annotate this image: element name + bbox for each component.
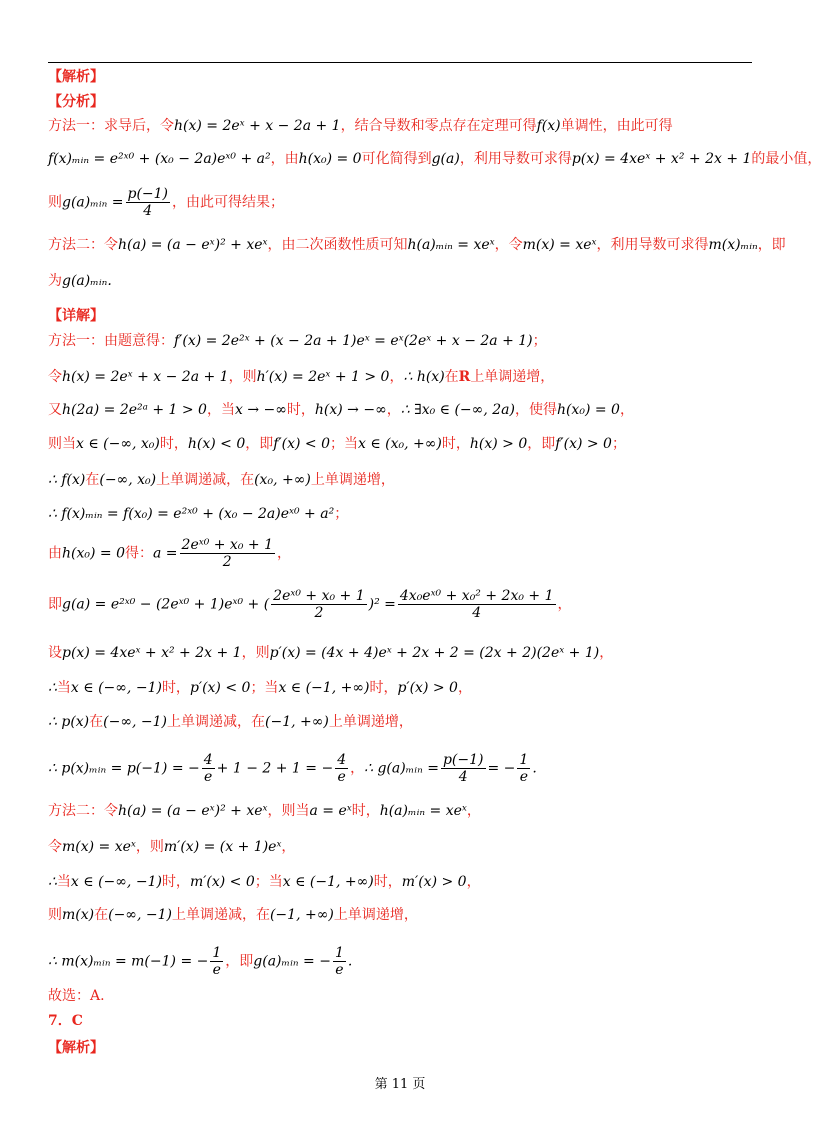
text: . [347,953,353,970]
math: ∴ g(a)ₘᵢₙ = [364,760,439,777]
math: a = eˣ [309,803,352,819]
text: ； [611,436,626,452]
text: ，利用导数可求得 [596,237,709,253]
text: . [107,273,112,289]
math: f′(x) = 2e²ˣ + (x − 2a + 1)eˣ = eˣ(2eˣ + x − 2a + 1) [174,333,533,349]
text: ， [276,545,291,562]
method2-line-3 [48,873,481,891]
math: h(x₀) = 0 [62,545,125,562]
math: m′(x) < 0 [189,874,255,890]
text: 则 [48,907,62,923]
text: ，使得 [514,402,557,418]
text: ， [466,803,481,819]
text: 上单调递减，在 [171,907,270,923]
numerator: 4 [337,752,347,768]
text: 即 [48,596,62,613]
math: h′(x) = 2eˣ + 1 > 0 [256,369,390,385]
math: (−1, +∞) [269,907,334,923]
detail-line-8 [48,588,572,621]
math: g(a)ₘᵢₙ = [62,194,124,211]
math: h(a)ₘᵢₙ = xeˣ [379,803,467,819]
math: h(x) < 0 [187,436,246,452]
math: h(x₀) = 0 [556,402,620,418]
math: x ∈ (−1, +∞) [282,874,374,890]
denominator: 4 [472,605,482,621]
detail-line-3 [48,401,634,419]
numerator: 2eˣ⁰ + x₀ + 1 [273,588,365,604]
numerator: 1 [212,945,222,961]
math: p′(x) > 0 [397,680,458,696]
math: x ∈ (−∞, −1) [70,680,162,696]
math: = − [487,760,516,777]
denominator: 2 [222,554,232,570]
text: 上单调递减，在 [156,472,255,488]
numerator: 1 [519,752,529,768]
heading-jiexi-2: 【解析】 [48,1040,104,1056]
math: h(x₀) = 0 [298,151,362,167]
text: ，则 [135,839,164,855]
heading-xiangjie: 【详解】 [48,308,104,324]
math: g(a) [431,151,460,167]
numerator: 4x₀eˣ⁰ + x₀² + 2x₀ + 1 [399,588,554,604]
text: 设 [48,645,62,661]
fraction [271,588,366,621]
text: 在 [89,714,104,730]
text: ， [466,874,481,890]
text: 在 [444,369,459,385]
math: m′(x) = (x + 1)eˣ [163,839,282,855]
math: ∴ h(x) [403,369,445,385]
answer-line: 故选：A. [48,988,105,1004]
math: p′(x) < 0 [189,680,251,696]
text: 令 [48,369,62,385]
text: 方法一：由题意得： [48,333,174,349]
math: (−∞, −1) [103,714,167,730]
fraction [398,588,556,621]
text: ； [334,506,349,522]
heading-jiexi: 【解析】 [48,69,104,85]
text: . [532,760,537,777]
text: 时， [286,402,315,418]
detail-line-11 [48,713,413,731]
math: h(2a) = 2e²ᵃ + 1 > 0 [62,402,207,418]
set-R: R [458,369,471,385]
math: h(a) = (a − eˣ)² + xeˣ [118,237,268,253]
math: m(x) = xeˣ [522,237,597,253]
denominator: e [519,769,529,785]
text: 得： [125,545,153,562]
detail-line-12 [48,752,537,785]
text: 则 [48,194,62,211]
text: 上单调递增， [333,907,418,923]
fraction [517,752,530,785]
numerator: 2eˣ⁰ + x₀ + 1 [181,537,273,553]
method2-line-4 [48,906,418,924]
text: ， [457,680,472,696]
detail-line-4 [48,435,626,453]
text: 时， [159,436,188,452]
heading-fenxi: 【分析】 [48,94,104,110]
math: g(a) = e²ˣ⁰ − (2eˣ⁰ + 1)eˣ⁰ + ( [62,596,270,613]
text: ，则 [241,645,270,661]
text: ， [599,645,614,661]
math: x ∈ (−1, +∞) [278,680,370,696]
text: 令 [48,839,62,855]
math: h(a)ₘᵢₙ = xeˣ [407,237,495,253]
math: p(x) = 4xeˣ + x² + 2x + 1 [62,645,242,661]
fraction [210,945,223,978]
analysis-line-4 [48,236,786,254]
text: 时， [441,436,470,452]
text: ，利用导数可求得 [459,151,572,167]
text: ，由 [270,151,299,167]
fraction [180,537,275,570]
text: 方法一：求导后，令 [48,118,174,134]
question-7-line: 7．C [48,1013,83,1029]
denominator: e [337,769,346,785]
top-rule [48,62,752,63]
text: ，即 [245,436,274,452]
text: ， [386,402,401,418]
math: ∴ p(x)ₘᵢₙ = p(−1) = − [48,760,200,777]
fraction [126,186,171,219]
text: ， [389,369,404,385]
page-number: 第 11 页 [374,1077,426,1092]
text: 当 [56,680,71,696]
text: ； [532,333,547,349]
math: (−∞, −1) [108,907,172,923]
text: 在 [94,907,109,923]
denominator: e [204,769,213,785]
math: p(x) = 4xeˣ + x² + 2x + 1 [571,151,752,167]
math: ∴ [48,874,57,890]
text: 时， [369,680,398,696]
text: ，即 [225,953,254,970]
math: (−1, +∞) [265,714,329,730]
text: ；当 [250,680,279,696]
denominator: 4 [458,769,468,785]
math: ∴ [48,680,57,696]
math: h(x) = 2eˣ + x − 2a + 1 [174,118,341,134]
detail-line-6 [48,505,348,523]
detail-line-1 [48,332,547,350]
text: ，即 [527,436,556,452]
text: 上单调递减，在 [167,714,265,730]
text: 单调性，由此可得 [560,118,673,134]
math: ∴ m(x)ₘᵢₙ = m(−1) = − [48,953,209,970]
math: h(x) = 2eˣ + x − 2a + 1 [62,369,229,385]
analysis-line-5 [48,272,112,290]
text: ，则当 [267,803,310,819]
text: 时， [161,680,190,696]
denominator: 4 [143,203,153,219]
text: ；当 [329,436,358,452]
text: ，即 [757,237,786,253]
text: ，结合导数和零点存在定理可得 [340,118,537,134]
text: ，令 [494,237,523,253]
math: m(x) = xeˣ [62,839,136,855]
denominator: 2 [314,605,324,621]
math: f(x) [536,118,561,134]
text: ， [557,596,572,613]
detail-line-7 [48,537,291,570]
analysis-line-3 [48,186,284,219]
math: ∴ ∃x₀ ∈ (−∞, 2a) [400,402,515,418]
method2-line-5 [48,945,352,978]
text: 上单调递增， [470,369,555,385]
fraction [333,945,346,978]
numerator: p(−1) [127,186,169,202]
detail-line-10 [48,679,472,697]
text: ，当 [206,402,235,418]
math: m(x)ₘᵢₙ [708,237,758,253]
text: 时， [351,803,380,819]
denominator: e [335,962,344,978]
text: 方法二：令 [48,803,118,819]
math: x → −∞ [234,402,287,418]
fraction [335,752,348,785]
fraction [441,752,486,785]
text: ， [281,839,296,855]
text: 方法二：令 [48,237,118,253]
text: 可化简得到 [361,151,432,167]
math: x ∈ (x₀, +∞) [357,436,442,452]
math: g(a)ₘᵢₙ = − [253,953,331,970]
math: ∴ f(x)ₘᵢₙ = f(x₀) = e²ˣ⁰ + (x₀ − 2a)eˣ⁰ + a² [48,506,335,522]
text: 当 [56,874,71,890]
math: h(x) → −∞ [314,402,387,418]
math: (x₀, +∞) [254,472,311,488]
math: h(x) > 0 [469,436,528,452]
text: ，由二次函数性质可知 [267,237,408,253]
math: ∴ f(x) [48,472,86,488]
math: h(a) = (a − eˣ)² + xeˣ [118,803,268,819]
denominator: e [212,962,221,978]
text: 时， [373,874,402,890]
text: 为 [48,273,62,289]
text: 上单调递增， [310,472,395,488]
text: 则当 [48,436,76,452]
math: m′(x) > 0 [401,874,467,890]
math: f′(x) < 0 [273,436,330,452]
math: )² = [368,596,396,613]
numerator: 4 [203,752,213,768]
text: 上单调递增， [328,714,413,730]
numerator: 1 [334,945,344,961]
math: x ∈ (−∞, x₀) [76,436,160,452]
math: + 1 − 2 + 1 = − [216,760,334,777]
math: p′(x) = (4x + 4)eˣ + 2x + 2 = (2x + 2)(2eˣ + 1) [269,645,600,661]
text: 又 [48,402,62,418]
analysis-line-2 [48,150,821,168]
math: g(a)ₘᵢₙ [62,273,108,289]
text: ， [350,760,365,777]
text: ， [619,402,634,418]
text: ，则 [228,369,257,385]
math: x ∈ (−∞, −1) [70,874,162,890]
math: a = [153,545,178,562]
analysis-line-1 [48,117,673,135]
text: 由 [48,545,62,562]
math: ∴ p(x) [48,714,90,730]
method2-line-1 [48,802,481,820]
numerator: p(−1) [442,752,484,768]
text: 在 [85,472,100,488]
text: 的最小值， [751,151,821,167]
math: (−∞, x₀) [99,472,157,488]
fraction [202,752,215,785]
text: ，由此可得结果； [172,194,285,211]
math: f(x)ₘᵢₙ = e²ˣ⁰ + (x₀ − 2a)eˣ⁰ + a² [48,151,271,167]
method2-line-2 [48,838,295,856]
detail-line-2 [48,368,554,386]
detail-line-9 [48,644,613,662]
text: 时， [161,874,190,890]
math: m(x) [62,907,95,923]
math: f′(x) > 0 [555,436,612,452]
text: ；当 [254,874,283,890]
detail-line-5 [48,471,395,489]
